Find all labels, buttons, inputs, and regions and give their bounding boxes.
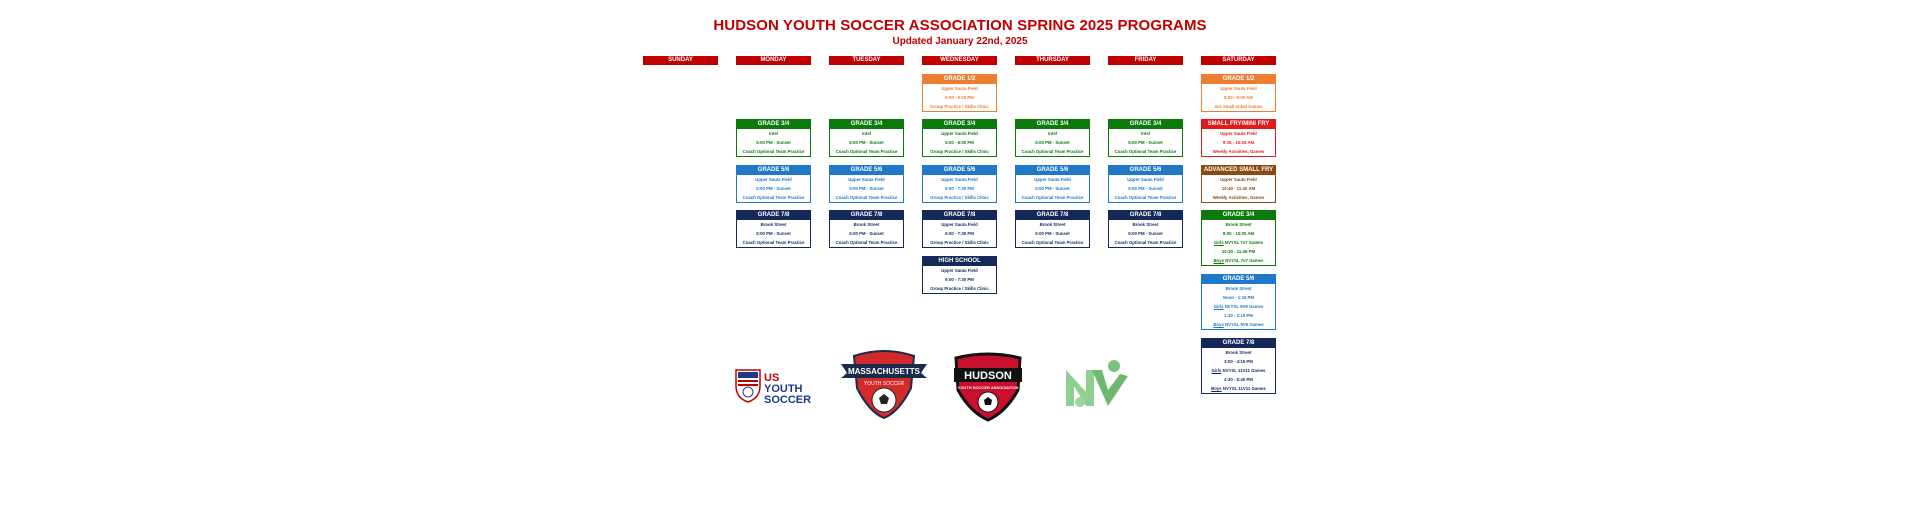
day-header-tuesday: TUESDAY xyxy=(829,56,904,65)
program-card xyxy=(829,119,904,157)
program-line-with-prefix xyxy=(1202,256,1275,265)
program-line: 5:00 PM - Sunset xyxy=(849,231,884,236)
program-title: GRADE 5/6 xyxy=(923,166,996,175)
program-card xyxy=(1108,165,1183,203)
program-line-with-prefix xyxy=(1202,302,1275,311)
usys-logo-text-youth: YOUTH xyxy=(764,383,803,395)
program-line: Coach Optional Team Practice xyxy=(835,149,898,154)
program-card xyxy=(1201,74,1276,112)
program-line: 8:00 - 9:00 AM xyxy=(1224,95,1253,100)
program-line: Weekly Activities, Games xyxy=(1212,195,1265,200)
program-title: GRADE 1/2 xyxy=(1202,75,1275,84)
program-line: Upper Sauta Field xyxy=(941,268,978,273)
program-title: GRADE 7/8 xyxy=(923,211,996,220)
program-card xyxy=(1108,210,1183,248)
program-line-text: NVYSL 11V11 Games xyxy=(1222,386,1266,391)
program-title: SMALL FRY/MINI FRY xyxy=(1202,120,1275,129)
usys-logo-text-us: US xyxy=(764,372,780,384)
program-line: 5:00 PM - Sunset xyxy=(756,186,791,191)
hudson-youth-soccer-logo xyxy=(948,352,1028,422)
program-line: 5:00 PM - Sunset xyxy=(1035,140,1070,145)
program-line: 5:00 PM - Sunset xyxy=(1035,186,1070,191)
program-line: Brook Street xyxy=(1225,350,1252,355)
massachusetts-youth-soccer-logo xyxy=(839,348,929,420)
program-title: GRADE 7/8 xyxy=(1109,211,1182,220)
program-card xyxy=(1015,119,1090,157)
program-line-text: NVYSL 7v7 Games xyxy=(1225,258,1264,263)
program-line-text: NVYSL 9V9 Games xyxy=(1225,322,1264,327)
program-line: Brook Street xyxy=(853,222,880,227)
program-title: GRADE 3/4 xyxy=(1202,211,1275,220)
program-line: 5:00 PM - Sunset xyxy=(1128,186,1163,191)
program-card xyxy=(922,165,997,203)
program-line: Coach Optional Team Practice xyxy=(742,195,805,200)
program-card xyxy=(1201,119,1276,157)
program-line: Intel xyxy=(1048,131,1057,136)
program-line: Brook Street xyxy=(1039,222,1066,227)
program-line: Group Practice / Skills Clinic xyxy=(930,149,989,154)
program-line: Upper Sauta Field xyxy=(941,222,978,227)
program-line-text: NVYSL 9V9 Games xyxy=(1224,304,1264,309)
program-card xyxy=(1015,210,1090,248)
program-line-prefix: Boys xyxy=(1213,258,1225,263)
program-title: GRADE 5/6 xyxy=(1202,275,1275,284)
program-line-prefix: Girls xyxy=(1213,240,1224,245)
program-line: 5:00 PM - Sunset xyxy=(849,140,884,145)
program-line: 10:30 - 11:45 PM xyxy=(1221,249,1256,254)
program-line: 9:15 - 10:25 AM xyxy=(1222,140,1255,145)
program-line: 10:40 - 11:40 AM xyxy=(1221,186,1256,191)
program-line: Coach Optional Team Practice xyxy=(1114,149,1177,154)
program-title: GRADE 7/8 xyxy=(830,211,903,220)
program-card xyxy=(922,256,997,294)
program-line-with-prefix xyxy=(1202,384,1275,393)
program-card xyxy=(736,165,811,203)
program-card xyxy=(829,165,904,203)
program-title: GRADE 5/6 xyxy=(1016,166,1089,175)
program-line: Upper Sauta Field xyxy=(1127,177,1164,182)
day-header-friday: FRIDAY xyxy=(1108,56,1183,65)
program-title: ADVANCED SMALL FRY xyxy=(1203,167,1274,173)
program-title: GRADE 7/8 xyxy=(737,211,810,220)
program-line: 5:00 PM - Sunset xyxy=(756,140,791,145)
program-card xyxy=(829,210,904,248)
program-line: Upper Sauta Field xyxy=(848,177,885,182)
program-line: Coach Optional Team Practice xyxy=(1021,240,1084,245)
program-line: Brook Street xyxy=(1132,222,1159,227)
hudson-logo-name: HUDSON xyxy=(964,370,1012,382)
mass-logo-sub: YOUTH SOCCER xyxy=(863,381,905,387)
program-line-with-prefix xyxy=(1202,366,1275,375)
program-title: GRADE 3/4 xyxy=(1109,120,1182,129)
program-line: 6:00 - 7:30 PM xyxy=(945,186,974,191)
program-line-text: NVYSL 11V11 Games xyxy=(1222,368,1266,373)
program-line: Brook Street xyxy=(1225,286,1252,291)
program-line: 9:00 - 10:00 AM xyxy=(1222,231,1255,236)
program-line: Coach Optional Team Practice xyxy=(742,149,805,154)
us-youth-soccer-logo xyxy=(734,368,824,404)
program-line: 5:00 PM - Sunset xyxy=(1035,231,1070,236)
program-line: 5:00 PM - Sunset xyxy=(849,186,884,191)
mass-logo-ribbon: MASSACHUSETTS xyxy=(847,367,921,376)
day-header-sunday: SUNDAY xyxy=(643,56,718,65)
program-line: Coach Optional Team Practice xyxy=(835,240,898,245)
program-line: 5:00 PM - Sunset xyxy=(756,231,791,236)
program-card xyxy=(1201,338,1276,394)
program-line: 5:00 PM - Sunset xyxy=(1128,231,1163,236)
program-line: Brook Street xyxy=(760,222,787,227)
program-line: 5:00 - 6:00 PM xyxy=(945,140,974,145)
program-line: Upper Sauta Field xyxy=(755,177,792,182)
program-line-with-prefix xyxy=(1202,238,1275,247)
hudson-logo-sub: YOUTH SOCCER ASSOCIATION xyxy=(957,385,1019,390)
nv-league-logo xyxy=(1062,356,1134,410)
program-title: HIGH SCHOOL xyxy=(923,257,996,266)
updated-date: Updated January 22nd, 2025 xyxy=(892,36,1028,47)
program-line: 5:00 PM - Sunset xyxy=(1128,140,1163,145)
program-card xyxy=(736,210,811,248)
program-line: Coach Optional Team Practice xyxy=(1114,195,1177,200)
program-card xyxy=(922,210,997,248)
program-line: Upper Sauta Field xyxy=(1220,177,1257,182)
program-card xyxy=(1201,210,1276,266)
program-card xyxy=(1108,119,1183,157)
program-title: GRADE 3/4 xyxy=(1016,120,1089,129)
program-line: Coach Optional Team Practice xyxy=(1114,240,1177,245)
program-line-with-prefix xyxy=(1202,320,1275,329)
program-card xyxy=(922,74,997,112)
program-line: 1:30 - 2:15 PM xyxy=(1224,313,1253,318)
program-card xyxy=(1015,165,1090,203)
program-line: 3:00 - 4:15 PM xyxy=(1224,359,1253,364)
program-line: Coach Optional Team Practice xyxy=(1021,149,1084,154)
program-line: 4v4 Small-sided Games xyxy=(1214,104,1263,109)
day-header-wednesday: WEDNESDAY xyxy=(922,56,997,65)
program-line: Group Practice / Skills Clinic xyxy=(930,195,989,200)
program-title: GRADE 3/4 xyxy=(830,120,903,129)
program-line: Upper Sauta Field xyxy=(941,177,978,182)
program-title: GRADE 3/4 xyxy=(737,120,810,129)
program-line: Noon - 1:15 PM xyxy=(1222,295,1255,300)
program-line: 6:00 - 7:30 PM xyxy=(945,231,974,236)
program-line: 6:00 - 7:30 PM xyxy=(945,277,974,282)
program-title: GRADE 1/2 xyxy=(923,75,996,84)
program-card xyxy=(736,119,811,157)
program-line: Group Practice / Skills Clinic xyxy=(930,286,989,291)
program-line-prefix: Girls xyxy=(1213,304,1224,309)
program-line: Upper Sauta Field xyxy=(1034,177,1071,182)
program-title: GRADE 7/8 xyxy=(1202,339,1275,348)
program-line-prefix: Girls xyxy=(1211,368,1222,373)
program-title: GRADE 3/4 xyxy=(923,120,996,129)
program-line: Upper Sauta Field xyxy=(1220,131,1257,136)
day-header-saturday: SATURDAY xyxy=(1201,56,1276,65)
program-line: Intel xyxy=(862,131,871,136)
program-line: 4:30 - 5:45 PM xyxy=(1224,377,1253,382)
program-line-text: NVYSL 7v7 Games xyxy=(1224,240,1264,245)
program-line: Group Practice / Skills Clinic xyxy=(930,104,989,109)
program-line: Weekly Activities, Games xyxy=(1212,149,1265,154)
program-line: Coach Optional Team Practice xyxy=(1021,195,1084,200)
program-line: Brook Street xyxy=(1225,222,1252,227)
program-line: Coach Optional Team Practice xyxy=(835,195,898,200)
usys-logo-text-soccer: SOCCER xyxy=(764,394,812,404)
day-header-thursday: THURSDAY xyxy=(1015,56,1090,65)
program-card xyxy=(1201,165,1276,203)
program-line: Intel xyxy=(769,131,778,136)
program-line: Upper Sauta Field xyxy=(941,86,978,91)
page-title: HUDSON YOUTH SOCCER ASSOCIATION SPRING 2025 PROGRAMS xyxy=(713,17,1207,34)
day-header-monday: MONDAY xyxy=(736,56,811,65)
program-line: Group Practice / Skills Clinic xyxy=(930,240,989,245)
program-line: Coach Optional Team Practice xyxy=(742,240,805,245)
program-title: GRADE 5/6 xyxy=(830,166,903,175)
program-line: Intel xyxy=(1141,131,1150,136)
program-line: Upper Sauta Field xyxy=(1220,86,1257,91)
program-line-prefix: Boys xyxy=(1213,322,1224,327)
program-line: Upper Sauta Field xyxy=(941,131,978,136)
program-card xyxy=(1201,274,1276,330)
program-line: 5:00 - 6:00 PM xyxy=(945,95,974,100)
program-title: GRADE 5/6 xyxy=(1109,166,1182,175)
program-title: GRADE 5/6 xyxy=(737,166,810,175)
program-title: GRADE 7/8 xyxy=(1016,211,1089,220)
program-line-prefix: Boys xyxy=(1211,386,1222,391)
program-card xyxy=(922,119,997,157)
